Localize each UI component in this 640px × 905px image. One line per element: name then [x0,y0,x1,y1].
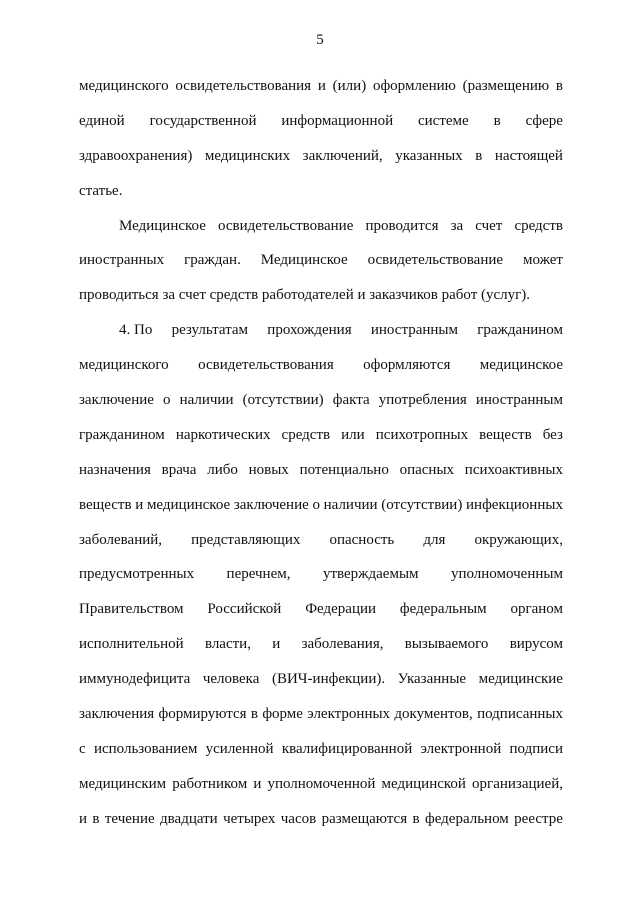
word: либо [207,461,238,478]
word: документов, [394,706,473,723]
word: (ВИЧ-инфекции). [271,671,386,688]
word: усиленной [205,740,274,757]
word: медицинское [479,357,563,374]
word: гражданином [79,426,165,443]
word: может [522,252,563,269]
word: вирусом [509,636,563,653]
word: иностранным [370,322,458,339]
word: опасных [399,461,455,478]
word: иностранных [79,252,165,269]
word: организацией, [472,775,563,792]
word: или [341,426,365,443]
word: в [412,810,420,827]
word: потенциально [299,461,389,478]
word: системе [418,112,469,129]
text-line [79,423,563,458]
word: медицинского [79,357,169,374]
word: часов [280,810,317,827]
text-line [79,702,563,737]
word: заключения [79,706,155,723]
page-number: 5 [316,32,324,48]
word: психотропных [375,426,469,443]
word: средств [514,217,563,234]
text-line [79,737,563,772]
word: новых [248,461,289,478]
word: медицинским [79,775,167,792]
word: веществ [479,426,532,443]
text-line [79,318,563,353]
word: работником [172,775,248,792]
word: медицинские [478,671,563,688]
word: окружающих, [474,531,563,548]
word: (размещению [462,78,550,94]
word: представляющих [191,531,301,548]
word: заключение [233,496,309,513]
word: в [92,810,100,827]
word: гражданином [477,322,563,339]
word: веществ [79,496,132,513]
word: проводится [365,217,439,234]
text-line [79,179,563,214]
word: предусмотренных [79,566,195,583]
word: для [423,531,446,548]
word: наркотических [175,426,271,443]
word: заболевания, [301,636,384,653]
word: федеральным [399,601,487,618]
word: употребления [378,392,467,409]
word: Правительством [79,601,184,618]
text-line [79,144,563,179]
word: Медицинское [260,252,348,269]
word: подписанных [477,706,563,723]
word: форме [262,706,303,723]
word: о [312,496,320,513]
word: наличии [179,392,234,409]
word: в [555,78,563,94]
word: вызываемого [404,636,489,653]
word: освидетельствование [367,252,504,269]
word: 4. По [119,322,153,339]
word: органом [510,601,563,618]
word: человека [202,671,260,688]
word: психоактивных [464,461,563,478]
word: результатам [171,322,249,339]
word: и [272,636,281,653]
text-line [79,388,563,423]
word: в [250,706,258,723]
word: сфере [525,112,563,129]
word: оформляются [363,357,451,374]
word: размещаются [321,810,408,827]
word: медицинского [79,78,169,94]
word: освидетельствование [217,217,354,234]
word: врача [161,461,197,478]
paragraph [79,74,563,214]
word: проводиться за счет средств работодателей и заказчиков работ (услуг). [79,287,531,304]
word: уполномоченным [450,566,563,583]
word: освидетельствования [198,357,334,374]
word: (или) [332,78,367,94]
word: и [317,78,326,94]
text-line [79,772,563,807]
word: и [253,775,262,792]
word: электронной [420,740,502,757]
word: квалифицированной [281,740,413,757]
word: двадцати [160,810,218,827]
word: уполномоченной [267,775,376,792]
word: без [542,426,563,443]
word: перечнем, [226,566,291,583]
word: средств [281,426,331,443]
word: утверждаемым [322,566,419,583]
text-line [79,109,563,144]
word: настоящей [494,147,563,164]
text-line [79,353,563,388]
document-body [79,74,563,842]
word: медицинской [381,775,466,792]
word: статье. [79,182,123,199]
word: исполнительной [79,636,184,653]
text-line [79,214,563,249]
word: в [493,112,501,129]
word: (отсутствии) [242,392,324,409]
word: иммунодефицита [79,671,191,688]
word: прохождения [267,322,352,339]
text-line [79,667,563,702]
word: использованием [93,740,198,757]
word: с [79,740,86,757]
word: иностранным [475,392,563,409]
word: заболеваний, [79,531,163,548]
word: формируются [158,706,247,723]
text-line [79,528,563,563]
word: граждан. [184,252,241,269]
word: назначения [79,461,151,478]
text-line [79,283,563,318]
word: медицинское [146,496,231,513]
text-line [79,562,563,597]
word: за [450,217,464,234]
word: Медицинское [119,217,206,234]
paragraph [79,214,563,319]
word: оформлению [372,78,456,94]
text-line [79,597,563,632]
word: электронных [307,706,391,723]
text-line [79,74,563,109]
word: указанных [395,147,463,164]
word: инфекционных [466,496,563,513]
word: четырех [223,810,276,827]
word: счет [475,217,503,234]
word: государственной [149,112,257,129]
word: факта [332,392,370,409]
word: Указанные [397,671,467,688]
word: наличии [323,496,378,513]
word: власти, [204,636,251,653]
word: заключений, [302,147,383,164]
word: информационной [281,112,394,129]
word: медицинских [204,147,291,164]
word: освидетельствования [175,78,312,94]
text-line [79,248,563,283]
word: Федерации [305,601,377,618]
word: заключение [79,392,154,409]
text-line [79,493,563,528]
word: течение [104,810,155,827]
word: подписи [509,740,563,757]
word: реестре [514,810,563,827]
word: (отсутствии) [381,496,463,513]
word: федеральном [424,810,509,827]
word: здравоохранения) [79,147,193,164]
word: Российской [207,601,282,618]
word: о [162,392,171,409]
word: опасность [329,531,395,548]
word: и [135,496,144,513]
word: в [475,147,483,164]
word: единой [79,112,125,129]
text-line [79,807,563,842]
text-line [79,632,563,667]
paragraph [79,318,563,841]
word: и [79,810,88,827]
text-line [79,458,563,493]
